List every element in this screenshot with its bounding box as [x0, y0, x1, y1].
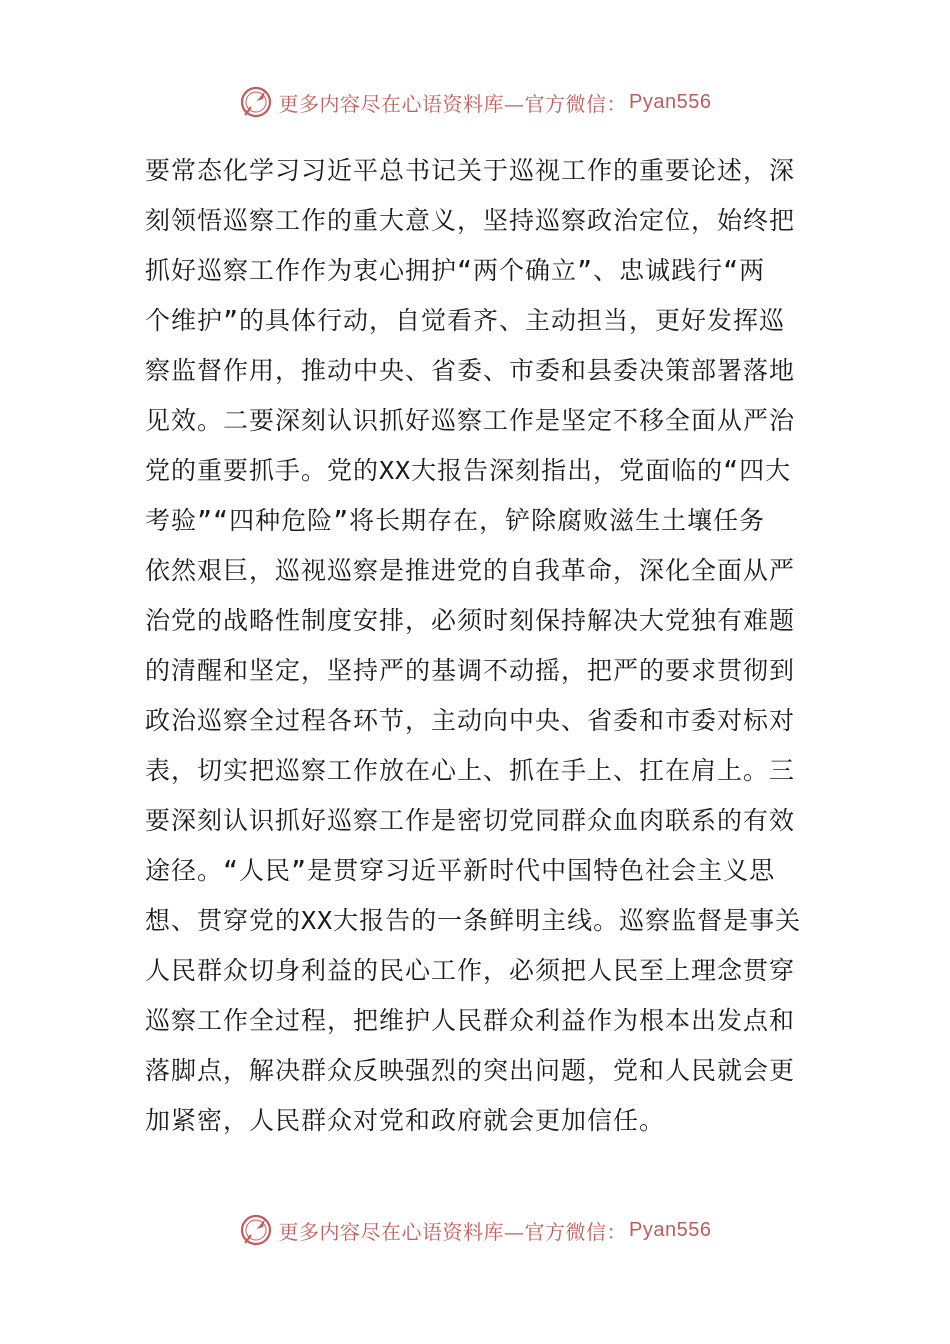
footer-watermark [0, 1210, 950, 1250]
text-line: 加紧密，人民群众对党和政府就会更加信任。 [145, 1106, 666, 1135]
footer-wechat-id: Pyan556 [629, 1218, 712, 1241]
text-line: 表，切实把巡察工作放在心上、抓在手上、扛在肩上。三 [145, 756, 796, 785]
header-watermark [0, 82, 950, 122]
text-line: 考验”“四种危险”将长期存在，铲除腐败滋生土壤任务 [145, 506, 766, 535]
text-line: 人民群众切身利益的民心工作，必须把人民至上理念贯穿 [145, 956, 796, 985]
text-line: 途径。“人民”是贯穿习近平新时代中国特色社会主义思 [145, 856, 776, 885]
text-line: 依然艰巨，巡视巡察是推进党的自我革命，深化全面从严 [145, 556, 796, 585]
text-line: 落脚点，解决群众反映强烈的突出问题，党和人民就会更 [145, 1056, 796, 1085]
text-line: 察监督作用，推动中央、省委、市委和县委决策部署落地 [145, 356, 796, 385]
body-text [145, 146, 802, 1146]
text-line: 治党的战略性制度安排，必须时刻保持解决大党独有难题 [145, 606, 796, 635]
text-line: 巡察工作全过程，把维护人民群众利益作为根本出发点和 [145, 1006, 796, 1035]
text-line: 个维护”的具体行动，自觉看齐、主动担当，更好发挥巡 [145, 306, 786, 335]
text-line: 想、贯穿党的XX大报告的一条鲜明主线。巡察监督是事关 [145, 906, 802, 935]
quill-logo-icon [239, 1213, 273, 1247]
text-line: 的清醒和坚定，坚持严的基调不动摇，把严的要求贯彻到 [145, 656, 796, 685]
text-line: 见效。二要深刻认识抓好巡察工作是坚定不移全面从严治 [145, 406, 796, 435]
header-wechat-id: Pyan556 [629, 90, 712, 113]
header-watermark-text: 更多内容尽在心语资料库—官方微信： [278, 91, 628, 116]
text-line: 要深刻认识抓好巡察工作是密切党同群众血肉联系的有效 [145, 806, 796, 835]
text-line: 要常态化学习习近平总书记关于巡视工作的重要论述，深 [145, 156, 796, 185]
text-line: 刻领悟巡察工作的重大意义，坚持巡察政治定位，始终把 [145, 206, 796, 235]
text-line: 党的重要抓手。党的XX大报告深刻指出，党面临的“四大 [145, 456, 792, 485]
text-line: 抓好巡察工作作为衷心拥护“两个确立”、忠诚践行“两 [145, 256, 766, 285]
quill-logo-icon [239, 85, 273, 119]
footer-watermark-text: 更多内容尽在心语资料库—官方微信： [278, 1219, 628, 1244]
text-line: 政治巡察全过程各环节，主动向中央、省委和市委对标对 [145, 706, 796, 735]
